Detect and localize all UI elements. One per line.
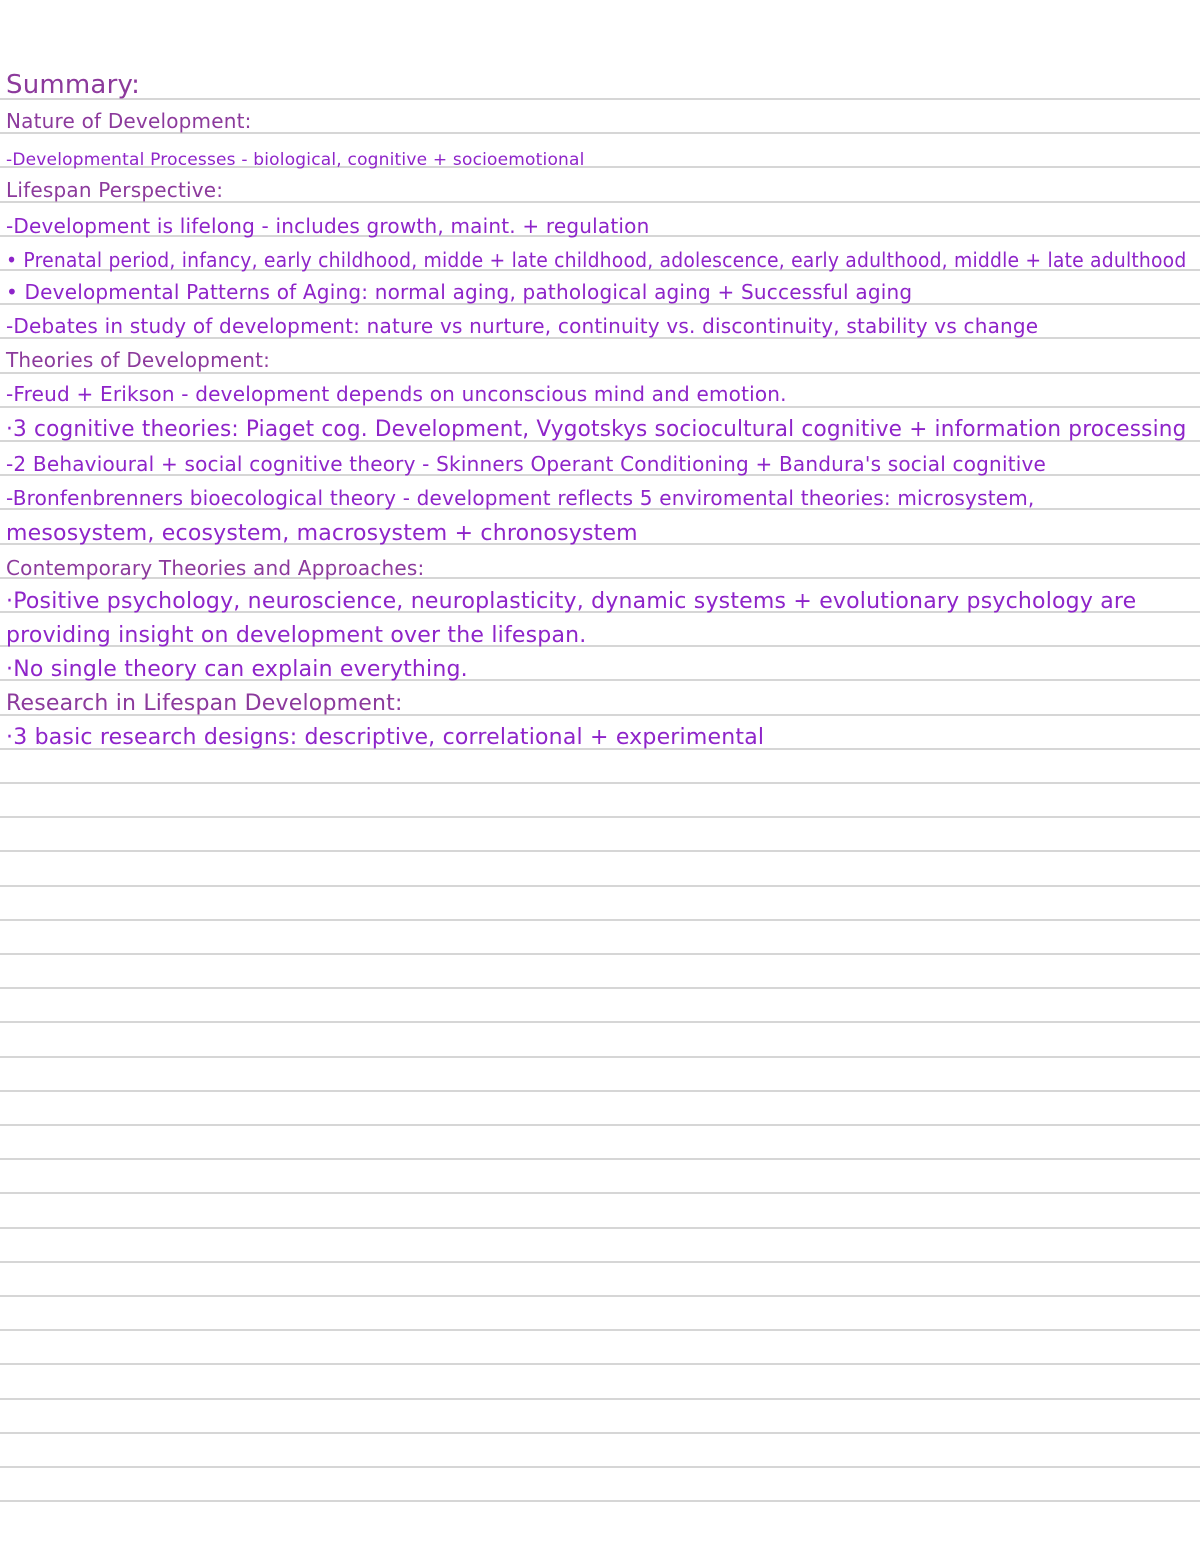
section-heading-contemporary: Contemporary Theories and Approaches: <box>6 556 425 580</box>
note-line-lifelong: -Development is lifelong - includes growth, maint. + regulation <box>6 214 650 238</box>
ruled-line <box>0 1192 1200 1194</box>
note-line-positive-psychology: ·Positive psychology, neuroscience, neuroplasticity, dynamic systems + evolutionary psychology are <box>6 589 1137 614</box>
ruled-line <box>0 1398 1200 1400</box>
ruled-line <box>0 1295 1200 1297</box>
note-line-aging-patterns: • Developmental Patterns of Aging: normal aging, pathological aging + Successful aging <box>6 280 913 304</box>
ruled-line <box>0 816 1200 818</box>
ruled-line <box>0 885 1200 887</box>
ruled-line <box>0 850 1200 852</box>
note-line-developmental-processes: -Developmental Processes - biological, cognitive + socioemotional <box>6 150 585 170</box>
note-line-research-designs: ·3 basic research designs: descriptive, correlational + experimental <box>6 725 765 750</box>
note-line-no-single-theory: ·No single theory can explain everything. <box>6 657 468 682</box>
summary-heading: Summary: <box>6 70 141 100</box>
note-line-debates: -Debates in study of development: nature vs nurture, continuity vs. discontinuity, stability vs change <box>6 314 1039 338</box>
ruled-line <box>0 1363 1200 1365</box>
ruled-line <box>0 953 1200 955</box>
ruled-line <box>0 919 1200 921</box>
ruled-line <box>0 987 1200 989</box>
note-line-bronfenbrenner: -Bronfenbrenners bioecological theory - development reflects 5 enviromental theories: microsystem, <box>6 486 1035 510</box>
section-heading-theories: Theories of Development: <box>6 348 271 372</box>
ruled-line <box>0 98 1200 100</box>
ruled-line <box>0 1090 1200 1092</box>
ruled-line <box>0 406 1200 408</box>
note-line-freud-erikson: -Freud + Erikson - development depends on unconscious mind and emotion. <box>6 382 787 406</box>
note-line-behavioural: -2 Behavioural + social cognitive theory - Skinners Operant Conditioning + Bandura's social cognitive <box>6 452 1047 476</box>
ruled-line <box>0 1329 1200 1331</box>
ruled-line <box>0 1261 1200 1263</box>
ruled-line <box>0 372 1200 374</box>
ruled-line <box>0 1432 1200 1434</box>
ruled-line <box>0 1466 1200 1468</box>
ruled-line <box>0 782 1200 784</box>
note-line-cognitive-theories: ·3 cognitive theories: Piaget cog. Development, Vygotskys sociocultural cognitive + information processing <box>6 417 1187 442</box>
ruled-line <box>0 1021 1200 1023</box>
note-line-systems: mesosystem, ecosystem, macrosystem + chronosystem <box>6 521 638 546</box>
note-line-periods: • Prenatal period, infancy, early childhood, midde + late childhood, adolescence, early adulthood, middle + late adulthood <box>6 248 1187 272</box>
section-heading-lifespan: Lifespan Perspective: <box>6 178 224 202</box>
section-heading-nature: Nature of Development: <box>6 109 252 133</box>
ruled-line <box>0 1500 1200 1502</box>
note-line-insight: providing insight on development over the lifespan. <box>6 623 587 648</box>
ruled-line <box>0 1227 1200 1229</box>
ruled-line <box>0 1124 1200 1126</box>
ruled-line <box>0 1158 1200 1160</box>
ruled-line <box>0 1056 1200 1058</box>
section-heading-research: Research in Lifespan Development: <box>6 691 403 716</box>
